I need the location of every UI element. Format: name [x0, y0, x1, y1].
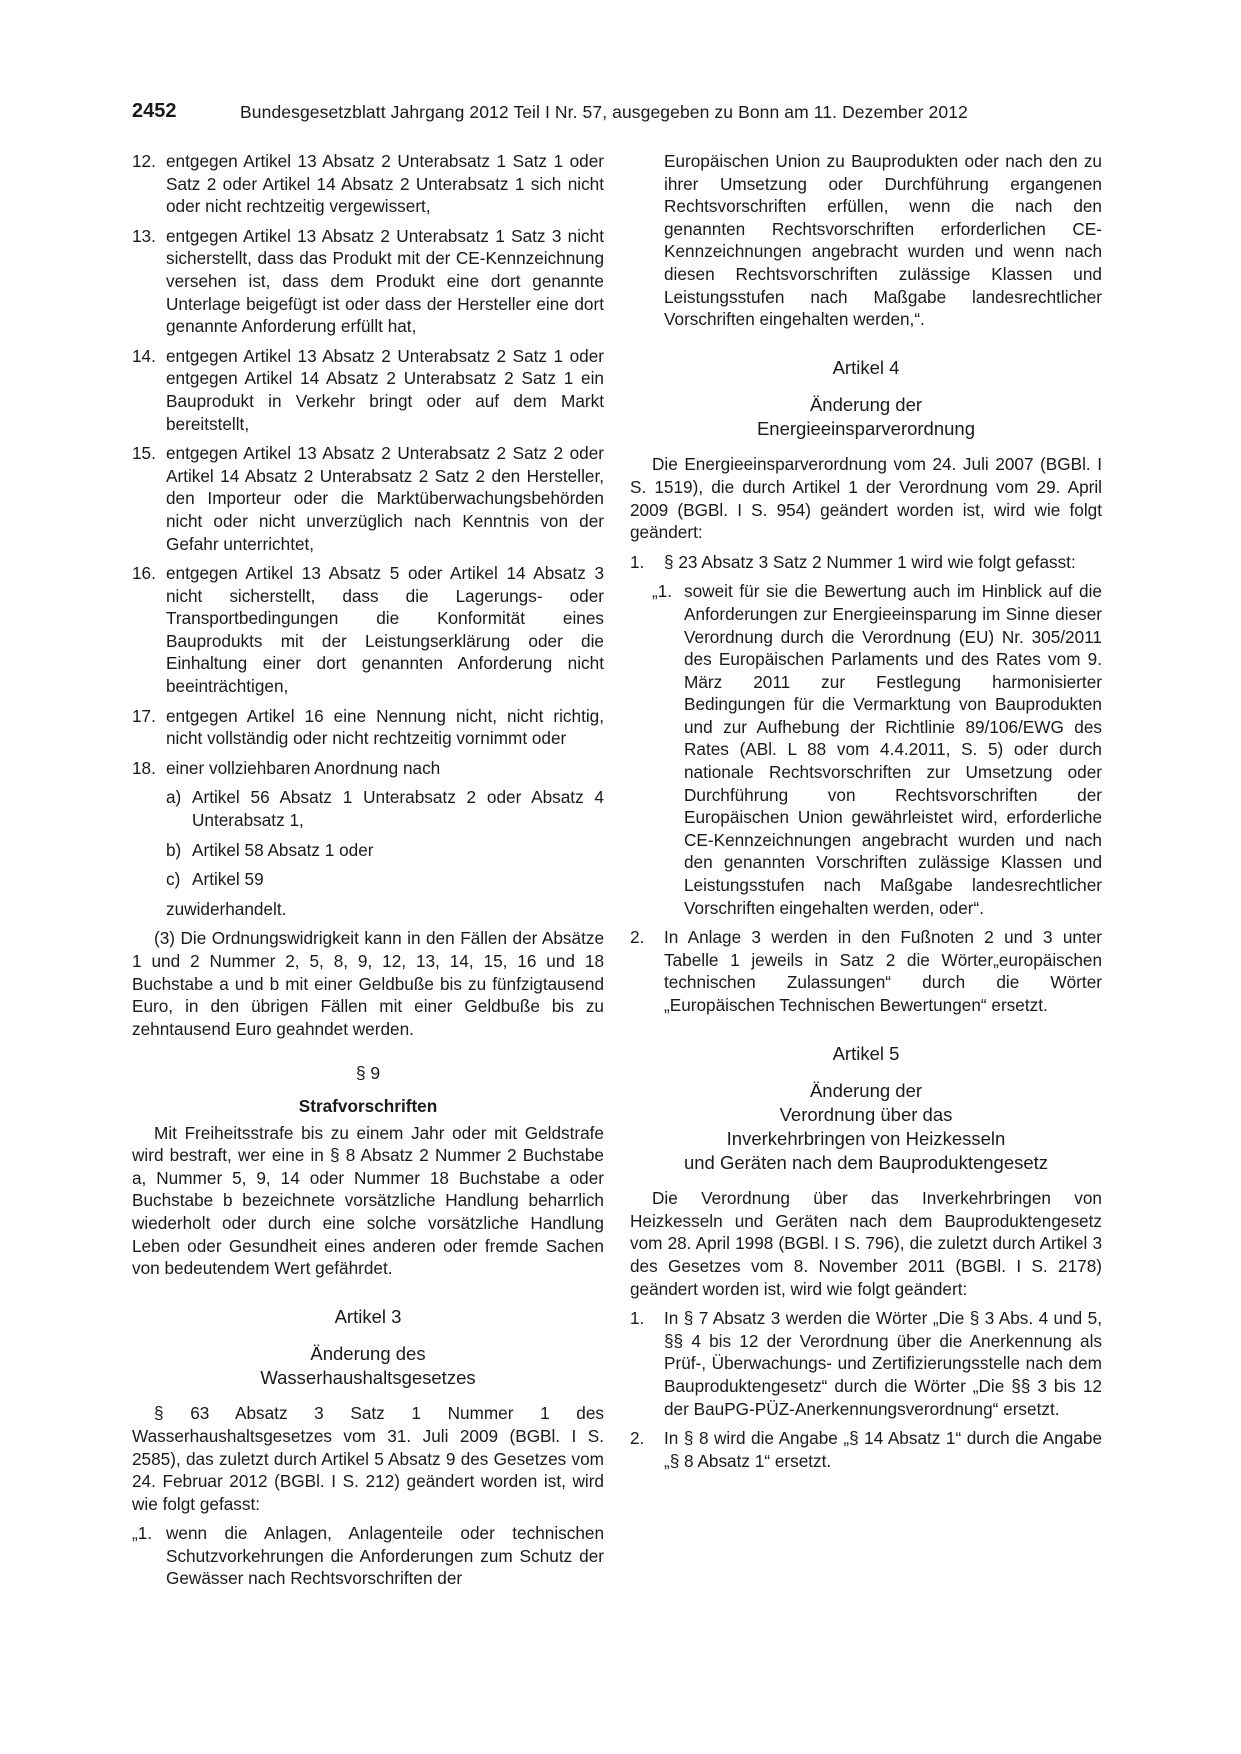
- sub-item-letter: a): [166, 787, 182, 808]
- item-number: 16.: [132, 563, 156, 584]
- closing-clause: zuwiderhandelt.: [166, 898, 287, 919]
- article-title-line: Inverkehrbringen von Heizkesseln: [726, 1128, 1006, 1150]
- item-number: 18.: [132, 757, 156, 778]
- article-title-line: Änderung des: [310, 1343, 426, 1365]
- item-text: entgegen Artikel 13 Absatz 2 Unterabsatz 2 Satz 2 oder Artikel 14 Absatz 2 Unterabsatz 2 Satz 2 den Hersteller, den Importeur oder die Marktüberwachungsbehörden nicht oder nicht unverzüglich nach Kenntnis von der Gefahr unterrichtet,: [166, 443, 604, 554]
- sub-item-text: Artikel 58 Absatz 1 oder: [192, 839, 374, 860]
- section-number: § 9: [355, 1063, 381, 1084]
- article-4-number: Artikel 4: [832, 356, 900, 378]
- item-text: entgegen Artikel 13 Absatz 2 Unterabsatz 1 Satz 1 oder Satz 2 oder Artikel 14 Absatz 2 Unterabsatz 1 sich nicht oder nicht rechtzeitig vergewissert,: [166, 151, 604, 217]
- list-item: [132, 562, 604, 698]
- item-number: 1.: [630, 1308, 645, 1329]
- item-number: 12.: [132, 151, 156, 171]
- item-text: entgegen Artikel 13 Absatz 2 Unterabsatz 2 Satz 1 oder entgegen Artikel 14 Absatz 2 Unterabsatz 2 Satz 1 ein Bauprodukt in Verkehr bringt oder auf dem Markt bereitstellt,: [166, 345, 604, 434]
- item-text: entgegen Artikel 13 Absatz 5 oder Artikel 14 Absatz 3 nicht sicherstellt, dass die Lagerungs- oder Transportbedingungen die Konformität eines Bauprodukts mit der Leistungserklärung oder die Einhaltung einer dort genannten Anforderung nicht beeinträchtigen,: [166, 563, 604, 697]
- list-item: [132, 757, 604, 780]
- article-3-number: Artikel 3: [334, 1305, 402, 1327]
- list-item: [132, 705, 604, 750]
- right-column: [630, 150, 1102, 1479]
- article-title-line: Verordnung über das: [779, 1104, 953, 1126]
- list-item: [630, 551, 1102, 574]
- item-number: 2.: [630, 927, 645, 948]
- list-item: [132, 345, 604, 435]
- item-number: 15.: [132, 443, 156, 464]
- list-item: [630, 1427, 1102, 1472]
- article-4-title: [630, 393, 1102, 441]
- item-number: 1.: [630, 551, 645, 572]
- item-text: § 23 Absatz 3 Satz 2 Nummer 1 wird wie folgt gefasst:: [664, 551, 1076, 572]
- item-text: einer vollziehbaren Anordnung nach: [166, 757, 441, 778]
- article-title-line: Änderung der: [809, 1080, 923, 1102]
- item-number: 14.: [132, 345, 156, 366]
- item-text: wenn die Anlagen, Anlagenteile oder technischen Schutzvorkehrungen die Anforderungen zum Schutz der Gewässer nach Rechtsvorschriften der: [166, 1523, 604, 1589]
- article-5-title: [630, 1079, 1102, 1175]
- item-number: 13.: [132, 225, 156, 246]
- article-3-title: [132, 1342, 604, 1390]
- quoted-item: [132, 1522, 604, 1590]
- sub-item-letter: c): [166, 869, 181, 890]
- article-4-intro: Die Energieeinsparverordnung vom 24. Juli 2007 (BGBl. I S. 1519), die durch Artikel 1 der Verordnung vom 29. April 2009 (BGBl. I S. 954) geändert worden ist, wird wie folgt geändert:: [630, 454, 1102, 543]
- sub-item-letter: b): [166, 839, 182, 860]
- item-text: In § 8 wird die Angabe „§ 14 Absatz 1“ durch die Angabe „§ 8 Absatz 1“ ersetzt.: [664, 1428, 1102, 1471]
- article-title-line: Änderung der: [809, 394, 923, 416]
- sub-item-text: Artikel 59: [192, 869, 264, 890]
- article-title-line: und Geräten nach dem Bauproduktengesetz: [683, 1152, 1049, 1174]
- sub-item: [166, 868, 604, 891]
- page-number: 2452: [132, 100, 177, 122]
- continued-text: Europäischen Union zu Bauprodukten oder nach den zu ihrer Umsetzung oder Durchführung ergangenen Rechtsvorschriften erfüllen, wenn die nach den genannten Rechtsvorschriften erforderlichen CE-Kennzeichnungen angebracht wurden und wenn nach diesen Rechtsvorschriften zulässige Klassen und Leistungsstufen nach Maßgabe landesrechtlicher Vorschriften eingehalten werden,“.: [664, 151, 1102, 330]
- sub-item-text: Artikel 56 Absatz 1 Unterabsatz 2 oder Absatz 4 Unterabsatz 1,: [192, 787, 604, 831]
- running-head: Bundesgesetzblatt Jahrgang 2012 Teil I Nr. 57, ausgegeben zu Bonn am 11. Dezember 2012: [240, 102, 968, 122]
- article-5-number: Artikel 5: [832, 1042, 900, 1064]
- item-number: „1.: [132, 1523, 153, 1544]
- item-text: soweit für sie die Bewertung auch im Hinblick auf die Anforderungen zur Energieeinsparung im Sinne dieser Verordnung durch die Verordnung (EU) Nr. 305/2011 des Europäischen Parlaments und des Rates vom 9. März 2011 zur Festlegung harmonisierter Bedingungen für die Vermarktung von Bauprodukten und zur Aufhebung der Richtlinie 89/106/EWG des Rates (ABl. L 88 vom 4.4.2011, S. 5) oder durch nationale Rechtsvorschriften zur Umsetzung oder Durchführung von Rechtsvorschriften der Europäischen Union gewährleistet wird, erforderliche CE-Kennzeichnungen angebracht wurden und nach den genannten Vorschriften zulässige Klassen und Leistungsstufen nach Maßgabe landesrechtlicher Vorschriften eingehalten werden, oder“.: [684, 581, 1102, 918]
- left-column: [132, 150, 604, 1597]
- item-number: „1.: [652, 581, 673, 602]
- item-number: 2.: [630, 1428, 645, 1449]
- paragraph-3: (3) Die Ordnungswidrigkeit kann in den Fällen der Absätze 1 und 2 Nummer 2, 5, 8, 9, 12, 13, 14, 15, 16 und 18 Buchstabe a und b mit einer Geldbuße bis zu fünfzigtausend Euro, in den übrigen Fällen mit einer Geldbuße bis zu zehntausend Euro geahndet werden.: [132, 928, 604, 1039]
- sub-item: [166, 839, 604, 862]
- article-title-line: Energieeinsparverordnung: [756, 418, 976, 440]
- item-text: entgegen Artikel 16 eine Nennung nicht, nicht richtig, nicht vollständig oder nicht rechtzeitig vornimmt oder: [166, 705, 604, 749]
- article-5-intro: Die Verordnung über das Inverkehrbringen von Heizkesseln und Geräten nach dem Bauproduktengesetz vom 28. April 1998 (BGBl. I S. 796), die zuletzt durch Artikel 3 des Gesetzes vom 8. November 2011 (BGBl. I S. 2178) geändert worden ist, wird wie folgt geändert:: [630, 1188, 1102, 1299]
- list-item: [132, 442, 604, 555]
- item-text: entgegen Artikel 13 Absatz 2 Unterabsatz 1 Satz 3 nicht sicherstellt, dass das Produkt mit der CE-Kennzeichnung versehen ist, dass dem Produkt eine dort genannte Unterlage beigefügt ist oder dass der Hersteller eine dort genannte Anforderung erfüllt hat,: [166, 225, 604, 337]
- item-text: In § 7 Absatz 3 werden die Wörter „Die § 3 Abs. 4 und 5, §§ 4 bis 12 der Verordnung über die Anerkennung als Prüf-, Überwachungs- und Zertifizierungsstelle nach dem Bauproduktengesetz“ durch die Wörter „Die §§ 3 bis 12 der BauPG-PÜZ-Anerkennungsverordnung“ ersetzt.: [664, 1308, 1102, 1419]
- item-text: In Anlage 3 werden in den Fußnoten 2 und 3 unter Tabelle 1 jeweils in Satz 2 die Wörter„europäischen technischen Zulassungen“ durch die Wörter „Europäischen Technischen Bewertungen“ ersetzt.: [664, 927, 1102, 1015]
- list-item: [630, 1307, 1102, 1420]
- section-title: Strafvorschriften: [298, 1095, 438, 1116]
- quoted-item: [652, 580, 1102, 919]
- article-title-line: Wasserhaushaltsgesetzes: [260, 1367, 476, 1389]
- item-number: 17.: [132, 705, 156, 726]
- list-item: [132, 150, 604, 218]
- sub-item: [166, 786, 604, 831]
- list-item: [132, 225, 604, 338]
- list-item: [630, 926, 1102, 1016]
- article-3-text: § 63 Absatz 3 Satz 1 Nummer 1 des Wasserhaushaltsgesetzes vom 31. Juli 2009 (BGBl. I S. 2585), das zuletzt durch Artikel 5 Absatz 9 des Gesetzes vom 24. Februar 2012 (BGBl. I S. 212) geändert worden ist, wird wie folgt gefasst:: [132, 1403, 604, 1514]
- section-9-text: Mit Freiheitsstrafe bis zu einem Jahr oder mit Geldstrafe wird bestraft, wer eine in § 8 Absatz 2 Nummer 2 Buchstabe a, Nummer 5, 9, 14 oder Nummer 18 Buchstabe a oder Buchstabe b bezeichnete vorsätzliche Handlung beharrlich wiederholt oder durch eine solche vorsätzliche Handlung Leben oder Gesundheit eines anderen oder fremde Sachen von bedeutendem Wert gefährdet.: [132, 1122, 604, 1279]
